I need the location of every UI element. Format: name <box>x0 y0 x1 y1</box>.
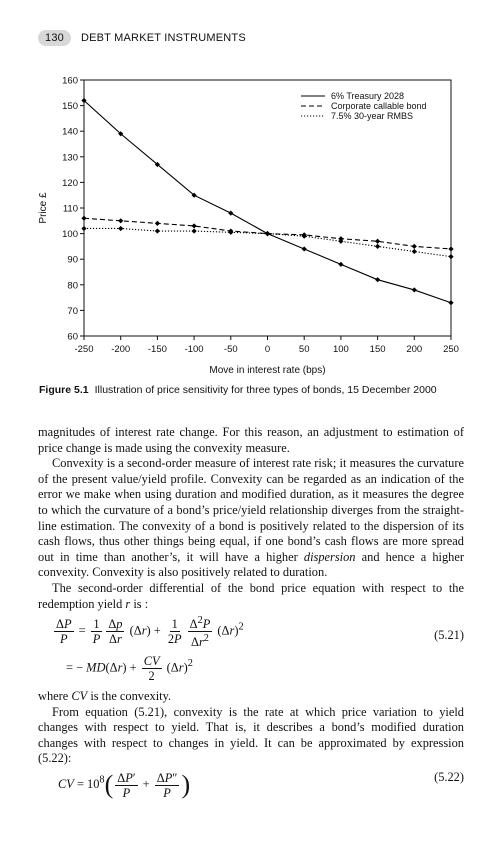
data-point <box>412 244 417 249</box>
data-point <box>192 223 197 228</box>
y-tick-label: 80 <box>67 280 78 292</box>
paragraph-3-text: The second-order differential of the bond price equation with respect to the redemption yield <box>38 580 464 611</box>
x-tick-label: -200 <box>111 344 131 355</box>
data-point <box>81 216 86 221</box>
data-point <box>375 239 380 244</box>
y-tick-label: 150 <box>62 101 78 113</box>
emphasis-dispersion: dispersion <box>303 549 356 564</box>
data-point <box>265 231 270 236</box>
y-tick-label: 90 <box>67 254 78 266</box>
data-point <box>192 228 197 233</box>
y-tick-label: 60 <box>67 331 78 343</box>
variable-cv: CV <box>71 689 88 703</box>
variable-r: r <box>125 596 131 611</box>
x-axis-label: Move in interest rate (bps) <box>209 365 326 376</box>
equation-5-22: CV = $10^8$( $\frac{\Delta P'}{P}$ + $\frac{\Delta P''}{P}$ ) <box>58 770 191 800</box>
series-line <box>84 100 451 302</box>
figure-caption <box>39 384 469 396</box>
data-point <box>412 287 417 292</box>
y-tick-label: 130 <box>62 152 78 164</box>
paragraph-5: From equation (5.21), convexity is the rate at which price variation to yield changes with respect to yield. That is, it describes a bond’s modified duration changes with respect to changes in yield. It can be approximated by expression (5.22): <box>38 704 464 766</box>
body-text-upper <box>38 425 464 612</box>
running-title: DEBT MARKET INSTRUMENTS <box>80 32 246 44</box>
paragraph-1: magnitudes of interest rate change. For this reason, an adjustment to estimation of price change is made using the convexity measure. <box>38 425 464 455</box>
data-point <box>118 218 123 223</box>
paragraph-2 <box>38 456 464 581</box>
y-tick-label: 160 <box>62 75 78 87</box>
equation-number-5-22: (5.22) <box>434 770 464 784</box>
data-point <box>412 249 417 254</box>
y-tick-label: 70 <box>67 305 78 317</box>
legend-label: 7.5% 30-year RMBS <box>331 111 414 121</box>
figure-caption-text: Illustration of price sensitivity for three types of bonds, 15 December 2000 <box>94 384 437 396</box>
legend-label: 6% Treasury 2028 <box>331 91 405 101</box>
x-tick-label: 50 <box>298 344 310 355</box>
paragraph-4-text-end: is the convexity. <box>87 689 172 703</box>
equation-5-21-line1: $\frac{\Delta P}{P}$ = $\frac{1}{P}$ $\frac{\Delta p}{\Delta r}$ (Δr) + $\frac{1}{2P}$ $\frac{\Delta^2P}{\Delta r^2}$ $(\Delta r)^2$ <box>56 615 244 650</box>
y-tick-label: 110 <box>62 203 78 215</box>
data-point <box>228 211 233 216</box>
y-tick-label: 100 <box>62 229 78 241</box>
data-point <box>375 244 380 249</box>
data-point <box>118 226 123 231</box>
x-tick-label: -100 <box>184 344 204 355</box>
paragraph-2-text-end: and hence a higher convexity. Convexity is also positively related to duration. <box>38 549 464 580</box>
x-tick-label: 150 <box>369 344 386 355</box>
x-tick-label: 200 <box>406 344 423 355</box>
paragraph-3 <box>38 581 464 612</box>
running-header <box>38 30 246 46</box>
data-point <box>302 246 307 251</box>
y-axis-label: Price £ <box>38 192 49 224</box>
data-point <box>338 262 343 267</box>
paragraph-4-text: where <box>38 689 72 703</box>
paragraph-4 <box>38 689 464 705</box>
y-tick-label: 140 <box>62 126 78 138</box>
data-point <box>448 246 453 251</box>
x-tick-label: -250 <box>74 344 94 355</box>
paragraph-2-text: Convexity is a second-order measure of interest rate risk; it measures the curvature of the present value/yield profile. Convexity can be regarded as an indication of the error we make when using duration and modified duration, as it measures the degree to which the curvature of a bond’s price/yield relationship diverges from the straight-line estimation. The convexity of a bond is positively related to the dispersion of its cash flows, thus other things being equal, if one bond’s cash flows are more spread out in time than another’s, it will have a higher <box>38 456 464 564</box>
legend-label: Corporate callable bond <box>331 101 427 111</box>
data-point <box>448 254 453 259</box>
price-sensitivity-chart <box>30 70 470 376</box>
x-tick-label: 250 <box>443 344 459 355</box>
data-point <box>155 221 160 226</box>
data-point <box>448 300 453 305</box>
equation-5-21-line2: = − MD(Δr) + $\frac{CV}{2}$ $(\Delta r)^2$ <box>66 654 193 683</box>
data-point <box>81 226 86 231</box>
figure-label: Figure 5.1 <box>39 384 89 396</box>
x-tick-label: -50 <box>223 344 238 355</box>
body-text-lower <box>38 689 464 767</box>
paragraph-3-text-end: is : <box>130 596 149 611</box>
y-tick-label: 120 <box>62 177 78 189</box>
x-tick-label: 100 <box>332 344 349 355</box>
data-point <box>155 228 160 233</box>
x-tick-label: 0 <box>264 344 271 355</box>
page-number: 130 <box>38 30 71 46</box>
data-point <box>375 277 380 282</box>
x-tick-label: -150 <box>147 344 167 355</box>
equation-number-5-21: (5.21) <box>434 628 464 642</box>
